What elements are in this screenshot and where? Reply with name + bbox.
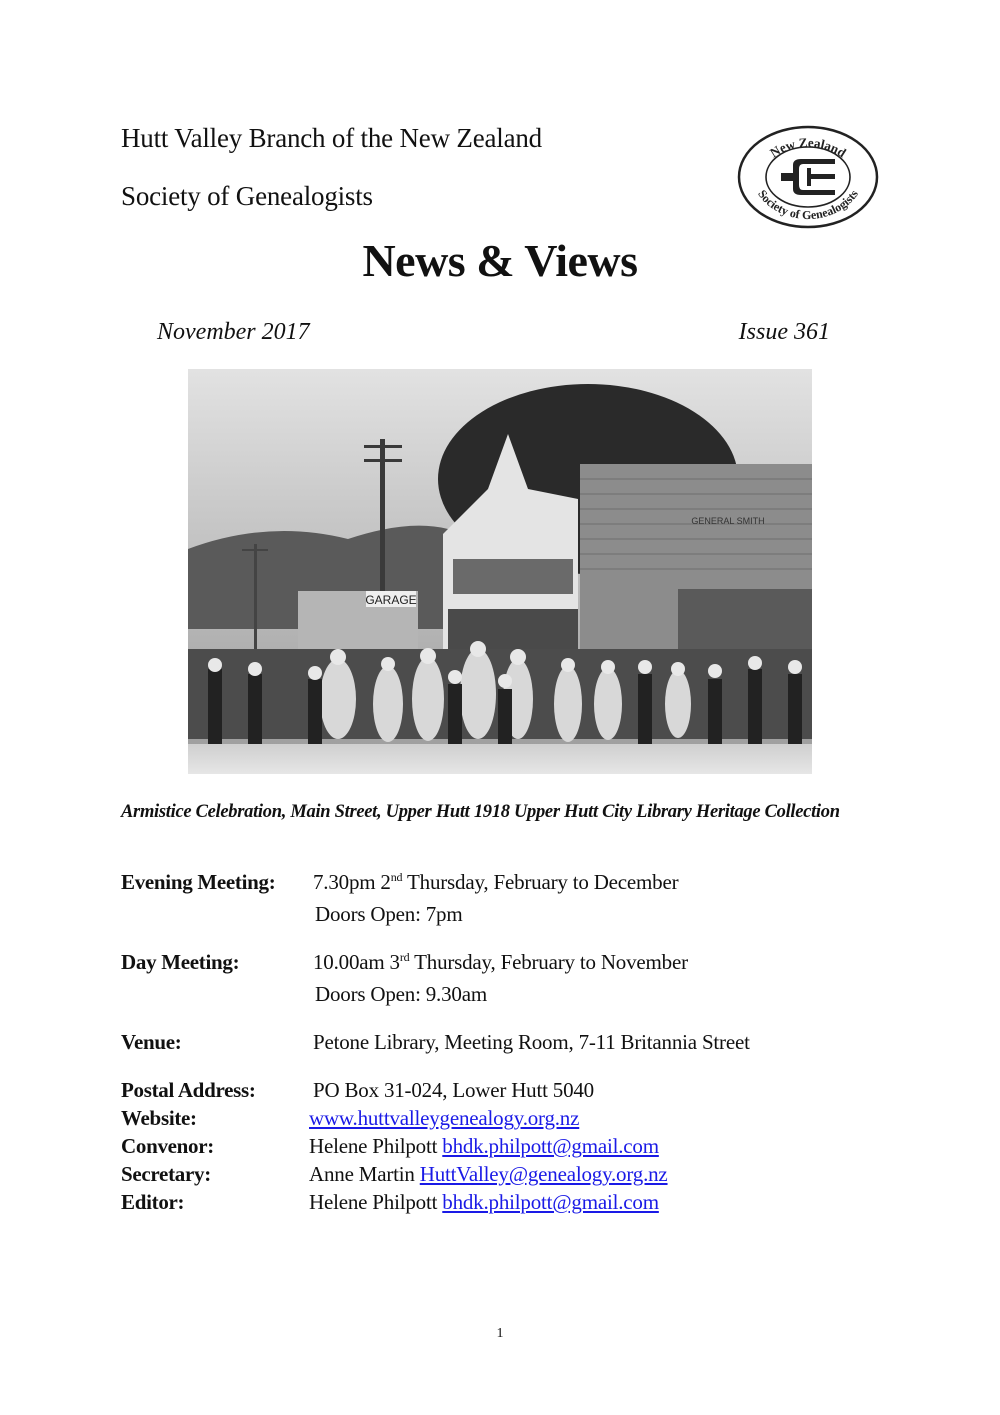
issue-date: November 2017 bbox=[157, 319, 310, 345]
photo-caption: Armistice Celebration, Main Street, Upper Hutt 1918 Upper Hutt City Library Heritage Collection bbox=[121, 802, 840, 822]
editor-name: Helene Philpott bbox=[309, 1190, 443, 1214]
convenor-contact bbox=[309, 1136, 659, 1157]
evening-meeting-detail: Thursday, February to December bbox=[402, 870, 679, 894]
evening-doors-open: Doors Open: 7pm bbox=[315, 902, 463, 926]
svg-text:GENERAL SMITH: GENERAL SMITH bbox=[691, 516, 765, 526]
ordinal-suffix: rd bbox=[399, 950, 410, 964]
newsletter-title: News & Views bbox=[362, 235, 638, 286]
editor-row bbox=[121, 1190, 659, 1214]
venue-value: Petone Library, Meeting Room, 7-11 Britannia Street bbox=[313, 1030, 750, 1054]
secretary-contact bbox=[309, 1164, 668, 1185]
convenor-row bbox=[121, 1134, 659, 1158]
nzsg-seal-logo-icon bbox=[737, 125, 879, 229]
secretary-row bbox=[121, 1162, 668, 1186]
venue-row bbox=[121, 1030, 750, 1054]
secretary-label: Secretary: bbox=[121, 1162, 211, 1186]
editor-label: Editor: bbox=[121, 1190, 185, 1214]
evening-meeting-time: 7.30pm 2 bbox=[313, 870, 391, 894]
evening-meeting-label: Evening Meeting: bbox=[121, 870, 276, 894]
ordinal-suffix: nd bbox=[390, 870, 403, 884]
convenor-email-link[interactable]: bhdk.philpott@gmail.com bbox=[442, 1134, 659, 1158]
issue-number: Issue 361 bbox=[738, 319, 830, 345]
editor-email-link[interactable]: bhdk.philpott@gmail.com bbox=[442, 1190, 659, 1214]
day-meeting-time: 10.00am 3 bbox=[313, 950, 400, 974]
svg-text:GARAGE: GARAGE bbox=[365, 593, 417, 607]
armistice-celebration-photo bbox=[188, 369, 812, 774]
secretary-email-link[interactable]: HuttValley@genealogy.org.nz bbox=[419, 1162, 668, 1186]
evening-meeting-row bbox=[121, 870, 679, 894]
postal-address-label: Postal Address: bbox=[121, 1078, 256, 1102]
website-label: Website: bbox=[121, 1106, 197, 1130]
venue-label: Venue: bbox=[121, 1030, 182, 1054]
secretary-name: Anne Martin bbox=[309, 1162, 420, 1186]
website-link[interactable]: www.huttvalleygenealogy.org.nz bbox=[309, 1106, 580, 1130]
page-number: 1 bbox=[496, 1326, 504, 1341]
website-row bbox=[121, 1106, 580, 1130]
day-meeting-schedule bbox=[313, 952, 688, 973]
postal-address-row bbox=[121, 1078, 594, 1102]
evening-meeting-schedule bbox=[313, 872, 678, 893]
svg-text:New Zealand: New Zealand bbox=[767, 134, 849, 161]
org-name-line-1: Hutt Valley Branch of the New Zealand bbox=[121, 123, 542, 153]
convenor-label: Convenor: bbox=[121, 1134, 214, 1158]
postal-address-value: PO Box 31-024, Lower Hutt 5040 bbox=[313, 1078, 594, 1102]
day-meeting-detail: Thursday, February to November bbox=[409, 950, 688, 974]
svg-text:Society of Genealogists: Society of Genealogists bbox=[755, 187, 861, 223]
editor-contact bbox=[309, 1192, 659, 1213]
convenor-name: Helene Philpott bbox=[309, 1134, 443, 1158]
day-meeting-row bbox=[121, 950, 688, 974]
day-doors-open: Doors Open: 9.30am bbox=[315, 982, 487, 1006]
day-meeting-label: Day Meeting: bbox=[121, 950, 240, 974]
org-name-line-2: Society of Genealogists bbox=[121, 181, 373, 211]
